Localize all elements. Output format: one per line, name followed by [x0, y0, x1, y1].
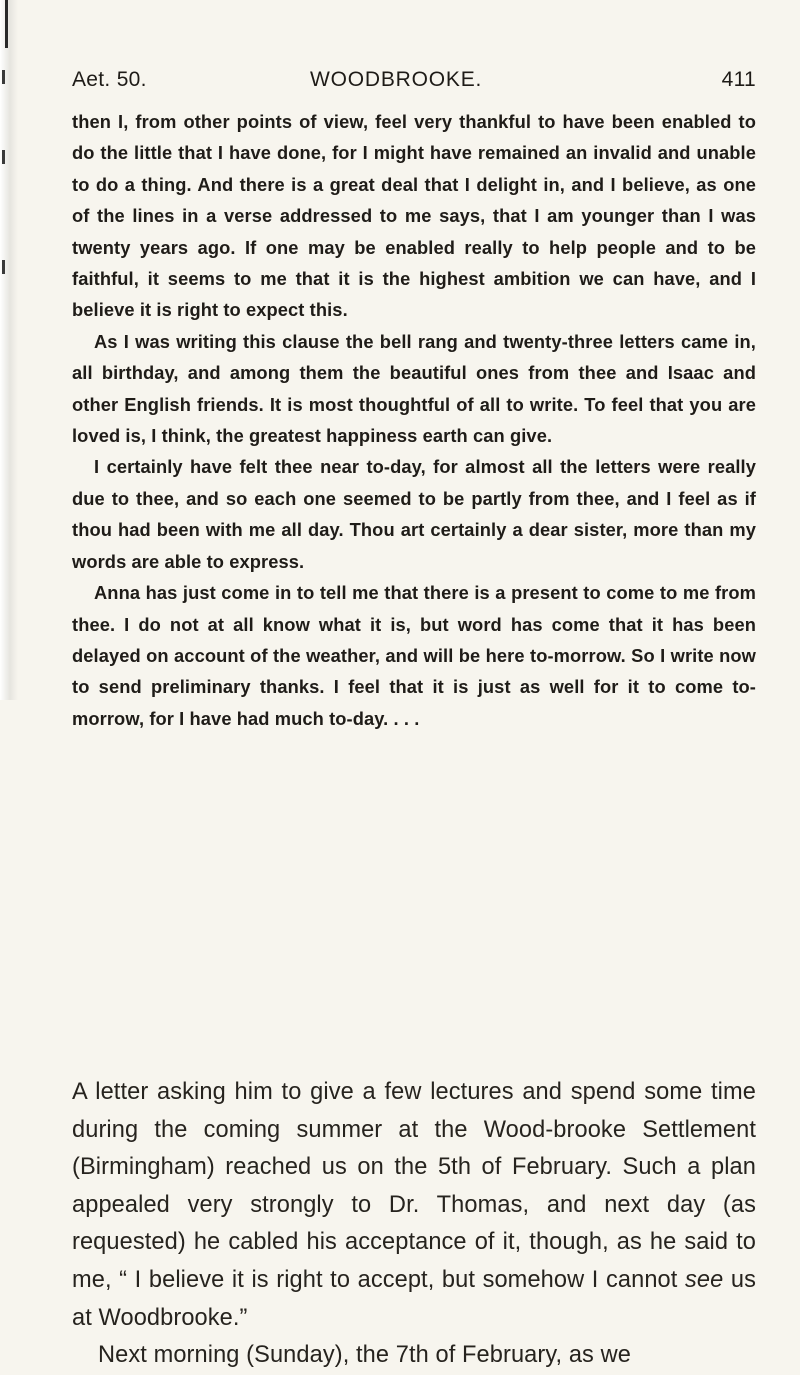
running-header — [72, 58, 756, 98]
header-chapter-title: WOODBROOKE. — [310, 68, 483, 91]
narrative-text — [72, 1074, 756, 1375]
letter-excerpt — [72, 106, 756, 734]
page-number: 411 — [721, 68, 756, 91]
binding-tick — [2, 260, 5, 274]
letter-paragraph: I certainly have felt thee near to-day, for almost all the letters were really due to thee, and so each one seemed to be partly from thee, and I feel as if thou had been with me all day. Thou art certainly a dear sister, more than my words are able to express. — [72, 456, 756, 572]
narrative-paragraph — [72, 1074, 756, 1337]
narrative-text-run: A letter asking him to give a few lectures and spend some time during the coming summer at the Wood-brooke Settlement (Birmingham) reached us on the 5th of February. Such a plan appealed very strongly to Dr. Thomas, and next day (as requested) he cabled his acceptance of it, though, as he said to me, “ I believe it is right to accept, but somehow I cannot — [72, 1079, 756, 1293]
header-age-note: Aet. 50. — [72, 68, 147, 91]
page-binding-edge — [0, 0, 18, 700]
narrative-paragraph: Next morning (Sunday), the 7th of February, as we — [98, 1342, 631, 1369]
letter-paragraph: As I was writing this clause the bell rang and twenty-three letters came in, all birthday, and among them the beautiful ones from thee and Isaac and other English friends. It is most thoughtful of all to write. To feel that you are loved is, I think, the greatest happiness earth can give. — [72, 330, 756, 447]
narrative-text-run: us at Woodbrooke.” — [72, 1266, 756, 1331]
narrative-italic-word: see — [684, 1266, 724, 1293]
letter-paragraph: Anna has just come in to tell me that there is a present to come to me from thee. I do not at all know what it is, but word has come that it has been delayed on account of the weather, and will be here to-morrow. So I write now to send preliminary thanks. I feel that it is just as well for it to come to-morrow, for I have had much to-day. . . . — [72, 582, 756, 729]
letter-paragraph: then I, from other points of view, feel very thankful to have been enabled to do the little that I have done, for I might have remained an invalid and unable to do a thing. And there is a great deal that I delight in, and I believe, as one of the lines in a verse addressed to me says, that I am younger than I was twenty years ago. If one may be enabled really to help people and to be faithful, it seems to me that it is the highest ambition we can have, and I believe it is right to expect this. — [72, 111, 756, 321]
binding-tick — [2, 70, 5, 84]
binding-tick — [2, 150, 5, 164]
binding-line — [5, 0, 8, 48]
